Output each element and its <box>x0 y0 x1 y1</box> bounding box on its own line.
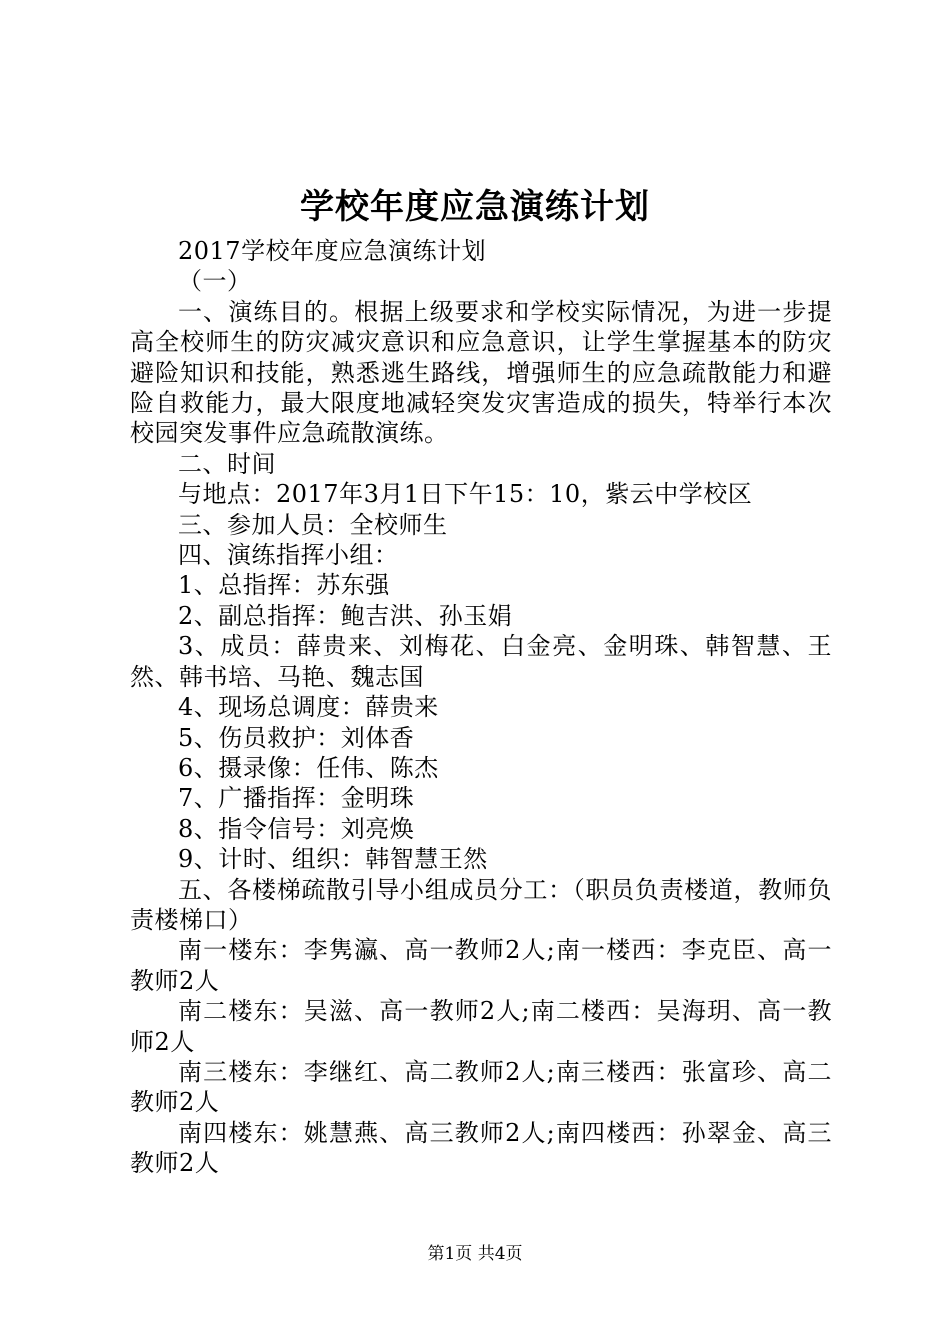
list-item: 6、摄录像：任伟、陈杰 <box>178 753 439 782</box>
paragraph-floor-assignment: 南四楼东：姚慧燕、高三教师2人;南四楼西：孙翠金、高三教师2人 <box>130 1118 832 1178</box>
paragraph-location: 与地点：2017年3月1日下午15：10，紫云中学校区 <box>178 480 753 509</box>
paragraph-floor-assignment: 南三楼东：李继红、高二教师2人;南三楼西：张富珍、高二教师2人 <box>130 1057 832 1117</box>
list-item: 5、伤员救护：刘体香 <box>178 723 415 752</box>
section-marker: （一） <box>178 267 252 296</box>
doc-subtitle: 2017学校年度应急演练计划 <box>178 237 487 265</box>
paragraph-floor-assignment: 南二楼东：吴滋、高一教师2人;南二楼西：吴海玥、高一教师2人 <box>130 997 832 1056</box>
list-item: 2、副总指挥：鲍吉洪、孙玉娟 <box>178 601 513 630</box>
paragraph-stair-groups: 五、各楼梯疏散引导小组成员分工：（职员负责楼道，教师负责楼梯口） <box>130 875 832 934</box>
list-item: 9、计时、组织：韩智慧王然 <box>178 845 488 874</box>
list-item: 4、现场总调度：薛贵来 <box>178 693 439 722</box>
paragraph-time: 二、时间 <box>178 449 276 478</box>
list-item: 3、成员：薛贵来、刘梅花、白金亮、金明珠、韩智慧、王然、韩书培、马艳、魏志国 <box>130 632 832 691</box>
paragraph-purpose: 一、演练目的。根据上级要求和学校实际情况，为进一步提高全校师生的防灾减灾意识和应急意识，让学生掌握基本的防灾避险知识和技能，熟悉逃生路线，增强师生的应急疏散能力和避险自救能力，最大限度地减轻突发灾害造成的损失，特举行本次校园突发事件应急疏散演练。 <box>130 297 832 448</box>
paragraph-participants: 三、参加人员：全校师生 <box>178 510 448 539</box>
paragraph-floor-assignment: 南一楼东：李隽瀛、高一教师2人;南一楼西：李克臣、高一教师2人 <box>130 936 832 995</box>
document-body <box>130 236 832 1179</box>
list-item: 8、指令信号：刘亮焕 <box>178 814 415 843</box>
paragraph-command-group: 四、演练指挥小组： <box>178 541 399 570</box>
list-item: 1、总指挥：苏东强 <box>178 571 390 600</box>
list-item: 7、广播指挥：金明珠 <box>178 784 415 813</box>
document-title: 学校年度应急演练计划 <box>300 187 650 227</box>
page-number: 第1页 共4页 <box>427 1244 523 1264</box>
